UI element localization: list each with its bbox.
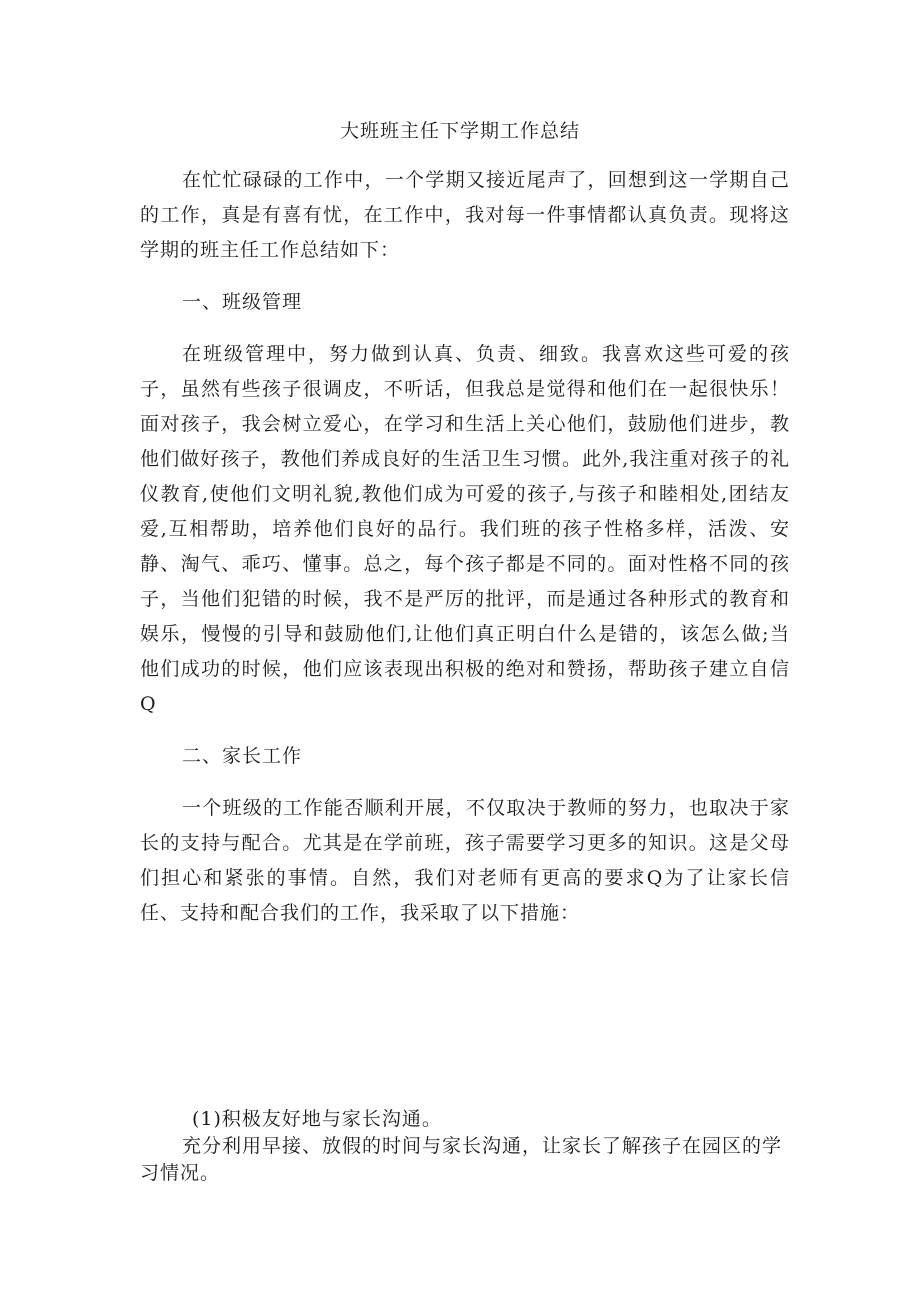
document-body xyxy=(140,163,790,949)
class-management-paragraph: 在班级管理中，努力做到认真、负责、细致。我喜欢这些可爱的孩子，虽然有些孩子很调皮，不听话，但我总是觉得和他们在一起很快乐！面对孩子，我会树立爱心，在学习和生活上关心他们，鼓励他们进步，教他们做好孩子，教他们养成良好的生活卫生习惯。此外,我注重对孩子的礼仪教育,使他们文明礼貌,教他们成为可爱的孩子,与孩子和睦相处,团结友爱,互相帮助，培养他们良好的品行。我们班的孩子性格多样，活泼、安静、淘气、乖巧、懂事。总之，每个孩子都是不同的。面对性格不同的孩子，当他们犯错的时候，我不是严厉的批评，而是通过各种形式的教育和娱乐，慢慢的引导和鼓励他们,让他们真正明白什么是错的，该怎么做;当他们成功的时候，他们应该表现出积极的绝对和赞扬，帮助孩子建立自信Q xyxy=(140,343,790,715)
section-heading-parent-work: 二、家长工作 xyxy=(182,745,303,767)
intro-paragraph: 在忙忙碌碌的工作中，一个学期又接近尾声了，回想到这一学期自己的工作，真是有喜有忧，在工作中，我对每一件事情都认真负责。现将这学期的班主任工作总结如下： xyxy=(140,169,790,261)
measure-item-heading: (1)积极友好地与家长沟通。 xyxy=(192,1108,442,1130)
section-heading-class-management: 一、班级管理 xyxy=(182,291,303,313)
measures-block xyxy=(140,1106,790,1187)
document-title: 大班班主任下学期工作总结 xyxy=(339,120,580,142)
parent-work-paragraph: 一个班级的工作能否顺利开展，不仅取决于教师的努力，也取决于家长的支持与配合。尤其是在学前班，孩子需要学习更多的知识。这是父母们担心和紧张的事情。自然，我们对老师有更高的要求Q为了让家长信任、支持和配合我们的工作，我采取了以下措施： xyxy=(140,797,790,924)
measure-item-paragraph: 充分利用早接、放假的时间与家长沟通，让家长了解孩子在园区的学习情况。 xyxy=(140,1135,783,1184)
